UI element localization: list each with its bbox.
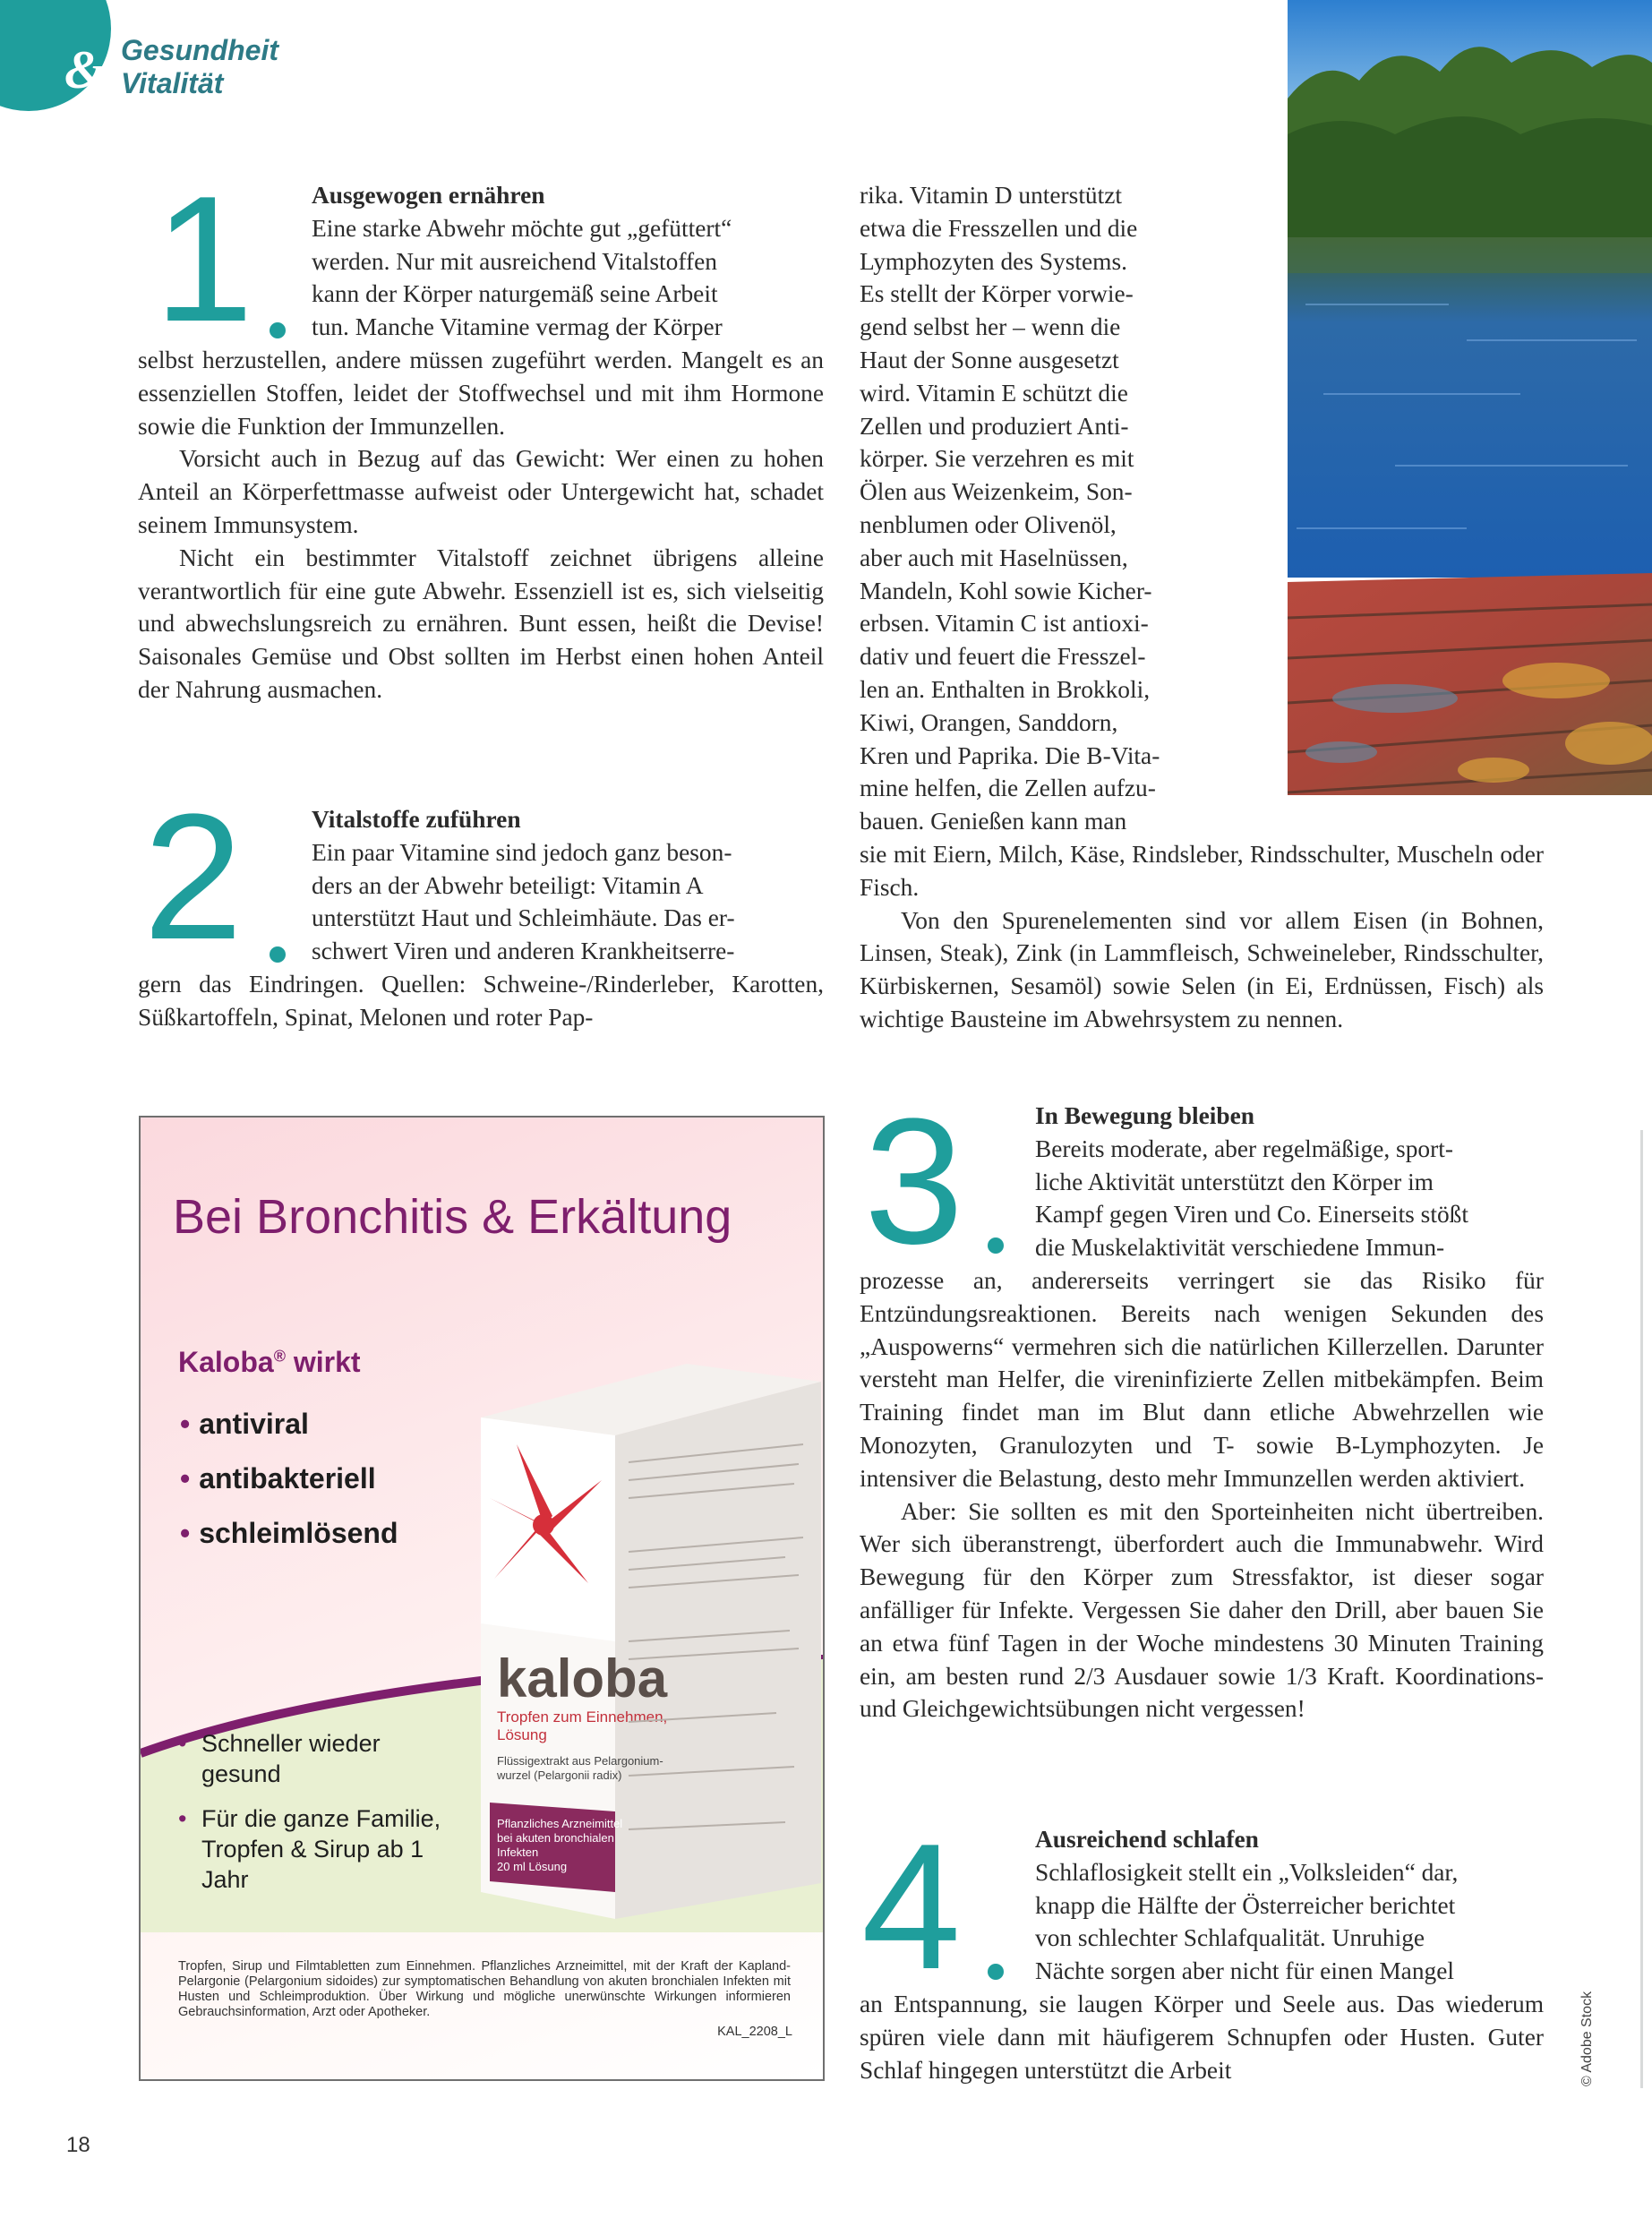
c2-line: bauen. Genießen kann man — [860, 808, 1127, 835]
ad-claim-suffix: wirkt — [285, 1346, 361, 1378]
s2-line: unterstützt Haut und Schleimhäute. Das er- — [312, 904, 735, 932]
lake-jetty-illustration — [1288, 0, 1652, 795]
numeral-1: 1 — [154, 159, 254, 359]
c2-spurenelemente: Von den Spurenelementen sind vor allem Eisen (in Bohnen, Linsen, Steak), Zink (in Lammfleisch, Schweineleber, Rindsschulter, Kürbiskernen, Sesamöl) sowie Selen (in Ei, Erdnüssen, Fisch) als wichtige Bausteine im Abwehrsystem zu nennen. — [860, 906, 1544, 1032]
numeral-dot-4 — [988, 1964, 1004, 1980]
lake-jetty-photo — [1288, 0, 1652, 795]
c2-line: rika. Vitamin D unterstützt — [860, 182, 1123, 209]
section2-body — [138, 968, 824, 1034]
ad-effect: • schleimlösend — [180, 1506, 398, 1561]
numeral-3: 3 — [864, 1082, 964, 1281]
box-band-2: bei akuten bronchialen — [497, 1831, 614, 1845]
c2-line: wird. Vitamin E schützt die — [860, 379, 1128, 407]
section4-body — [860, 1988, 1544, 2086]
c2-line: Es stellt der Körper vorwie- — [860, 280, 1134, 308]
s3-para2: Aber: Sie sollten es mit den Sporteinheiten nicht übertreiben. Wer sich überanstrengt, überfordert auch die Immunabwehr. Wird Bewegung für den Körper zum Stressfaktor, ist dieser sogar anfälliger für Infekte. Vergessen Sie daher den Drill, aber bauen Sie an etwa fünf Tagen in der Woche mindestens 30 Minuten Training ein, am besten rund 2/3 Ausdauer sowie 1/3 Kraft. Koordinations- und Gleichgewichtsübungen nicht vergessen! — [860, 1497, 1544, 1723]
box-subtitle-1: Tropfen zum Einnehmen, — [497, 1708, 668, 1726]
c2-line: Zellen und produziert Anti- — [860, 412, 1129, 440]
column2-wide — [860, 838, 1544, 1036]
s2-para: gern das Eindringen. Quellen: Schweine-/Rinderleber, Karotten, Süßkartoffeln, Spinat, Melonen und roter Pap- — [138, 971, 824, 1031]
ad-code: KAL_2208_L — [717, 2025, 792, 2039]
s3-line: liche Aktivität unterstützt den Körper im — [1035, 1168, 1434, 1195]
section3-intro — [1035, 1100, 1544, 1264]
s4-para: an Entspannung, sie laugen Körper und Seele aus. Das wiederum spüren viele dann mit häufigerem Schnupfen oder Husten. Guter Schlaf hingegen unterstützt die Arbeit — [860, 1991, 1544, 2084]
c2-line: körper. Sie verzehren es mit — [860, 445, 1134, 473]
s2-line: Ein paar Vitamine sind jedoch ganz beson- — [312, 838, 732, 866]
s1-line: tun. Manche Vitamine vermag der Körper — [312, 313, 723, 341]
ad-effect: • antibakteriell — [180, 1452, 398, 1506]
ad-title: Bei Bronchitis & Erkältung — [173, 1190, 732, 1244]
s3-line: die Muskelaktivität verschiedene Immun- — [1035, 1234, 1445, 1262]
s3-line: Kampf gegen Viren und Co. Einerseits stößt — [1035, 1201, 1468, 1229]
c2-line: Ölen aus Weizenkeim, Son- — [860, 478, 1133, 506]
heading-schlafen: Ausreichend schlafen — [1035, 1826, 1259, 1853]
heading-bewegung: In Bewegung bleiben — [1035, 1102, 1255, 1129]
s3-para1: prozesse an, andererseits verringert sie das Risiko für Entzündungsreaktionen. Bereits nach wenigen Sekunden des „Auspowerns“ vermehren sich die natürlichen Killerzellen. Darunter versteht man Helfer, die vireninfizierte Zellen mitbekämpfen. Beim Training findet man im Blut dann etliche Abwehrzellen wie Monozyten, Granulozyten und T- sowie B-Lymphozyten. Je intensiver die Belastung, desto mehr Immunzellen werden aktiviert. — [860, 1267, 1544, 1492]
section2-intro — [312, 803, 824, 968]
section1-intro — [312, 179, 824, 344]
box-band-3: Infekten — [497, 1845, 539, 1859]
photo-credit: © Adobe Stock — [1579, 1991, 1595, 2086]
s4-line: Nächte sorgen aber nicht für einen Mangel — [1035, 1957, 1454, 1985]
section-title-line1: Gesundheit — [121, 34, 279, 66]
ad-benefit: • Schneller wieder gesund — [178, 1728, 381, 1789]
c2-line: mine helfen, die Zellen aufzu- — [860, 775, 1156, 802]
ampersand-logo: & — [64, 40, 107, 99]
c2-line: Kren und Paprika. Die B-Vita- — [860, 741, 1160, 769]
box-band-4: 20 ml Lösung — [497, 1860, 568, 1873]
box-band-1: Pflanzliches Arzneimittel — [497, 1817, 623, 1830]
c2-line: nenblumen oder Olivenöl, — [860, 510, 1117, 538]
s3-line: Bereits moderate, aber regelmäßige, sport- — [1035, 1135, 1453, 1162]
s4-line: von schlechter Schlafqualität. Unruhige — [1035, 1924, 1425, 1952]
ad-claim — [178, 1346, 361, 1379]
c2-line: gend selbst her – wenn die — [860, 313, 1121, 341]
s1-para2: Vorsicht auch in Bezug auf das Gewicht: Wer einen zu hohen Anteil an Körperfettmasse aufweist oder Untergewicht hat, schadet seinem Immunsystem. — [138, 445, 824, 538]
c2-line: Mandeln, Kohl sowie Kicher- — [860, 577, 1152, 604]
numeral-2: 2 — [143, 777, 244, 977]
heading-ausgewogen: Ausgewogen ernähren — [312, 182, 545, 209]
c2-line: dativ und feuert die Fresszel- — [860, 643, 1146, 671]
s2-line: schwert Viren und anderen Krankheitserre- — [312, 938, 735, 965]
c2-line: Lymphozyten des Systems. — [860, 247, 1127, 275]
c2-line: Haut der Sonne ausgesetzt — [860, 346, 1119, 373]
s4-line: Schlaflosigkeit stellt ein „Volksleiden“ dar, — [1035, 1858, 1459, 1886]
c2-line: etwa die Fresszellen und die — [860, 214, 1138, 242]
c2-line: aber auch mit Haselnüssen, — [860, 544, 1128, 571]
box-extract-1: Flüssigextrakt aus Pelargonium- — [497, 1754, 663, 1768]
kaloba-product-box — [481, 1346, 821, 1919]
c2-line: erbsen. Vitamin C ist antioxi- — [860, 610, 1149, 638]
ad-effects-list — [180, 1397, 398, 1561]
ad-fineprint: Tropfen, Sirup und Filmtabletten zum Einnehmen. Pflanzliches Arzneimittel, mit der Kraft der Kapland-Pelargonie (Pelargonium sidoides) zur symptomatischen Behandlung von akuten bronchialen Infekten mit Husten und Schleimproduktion. Über Wirkung und mögliche unerwünschte Wirkungen informieren Gebrauchsinformation, Arzt oder Apotheker. — [178, 1959, 791, 2019]
ad-claim-brand: Kaloba — [178, 1346, 274, 1378]
box-extract-2: wurzel (Pelargonii radix) — [497, 1768, 622, 1782]
ad-effect: • antiviral — [180, 1397, 398, 1452]
heading-vitalstoffe: Vitalstoffe zuführen — [312, 806, 521, 833]
kaloba-advertisement[interactable] — [139, 1116, 825, 2081]
numeral-dot-2 — [270, 946, 286, 963]
s2-line: ders an der Abwehr beteiligt: Vitamin A — [312, 871, 704, 899]
c2-wide-rest: sie mit Eiern, Milch, Käse, Rindsleber, Rindsschulter, Muscheln oder Fisch. — [860, 841, 1544, 901]
section3-body — [860, 1264, 1544, 1726]
s1-line: werden. Nur mit ausreichend Vitalstoffen — [312, 247, 717, 275]
s1-para1: selbst herzustellen, andere müssen zugeführt werden. Mangelt es an essenziellen Stoffen, leidet der Stoffwechsel und mit ihm Hormone sowie die Funktion der Immunzellen. — [138, 347, 824, 440]
box-brand: kaloba — [497, 1649, 668, 1708]
section-title — [121, 34, 278, 100]
numeral-dot-1 — [270, 322, 286, 338]
numeral-4: 4 — [861, 1807, 962, 2007]
ad-benefits-list — [178, 1728, 461, 1909]
s1-para3: Nicht ein bestimmter Vitalstoff zeichnet übrigens alleine verantwortlich für eine gute Abwehr. Essenziell ist es, sich vielseitig und abwechslungsreich zu ernähren. Bunt essen, heißt die Devise! Saisonales Gemüse und Obst sollten im Herbst einen hohen Anteil der Nahrung ausmachen. — [138, 544, 824, 703]
s4-line: knapp die Hälfte der Österreicher berichtet — [1035, 1891, 1456, 1919]
registered-mark: ® — [273, 1347, 286, 1366]
section1-body — [138, 344, 824, 707]
ad-benefit: • Für die ganze Familie, Tropfen & Sirup ab 1 Jahr — [178, 1803, 461, 1895]
s1-line: Eine starke Abwehr möchte gut „gefüttert“ — [312, 214, 732, 242]
page-number: 18 — [66, 2133, 90, 2157]
c2-line: Kiwi, Orangen, Sanddorn, — [860, 708, 1118, 736]
section4-intro — [1035, 1823, 1544, 1988]
box-subtitle-2: Lösung — [497, 1726, 547, 1743]
column2-narrow — [860, 179, 1211, 838]
c2-line: len an. Enthalten in Brokkoli, — [860, 675, 1151, 703]
numeral-dot-3 — [988, 1237, 1004, 1254]
column-rule — [1640, 1130, 1643, 2088]
s1-line: kann der Körper naturgemäß seine Arbeit — [312, 280, 718, 308]
section-title-line2: Vitalität — [121, 67, 224, 99]
